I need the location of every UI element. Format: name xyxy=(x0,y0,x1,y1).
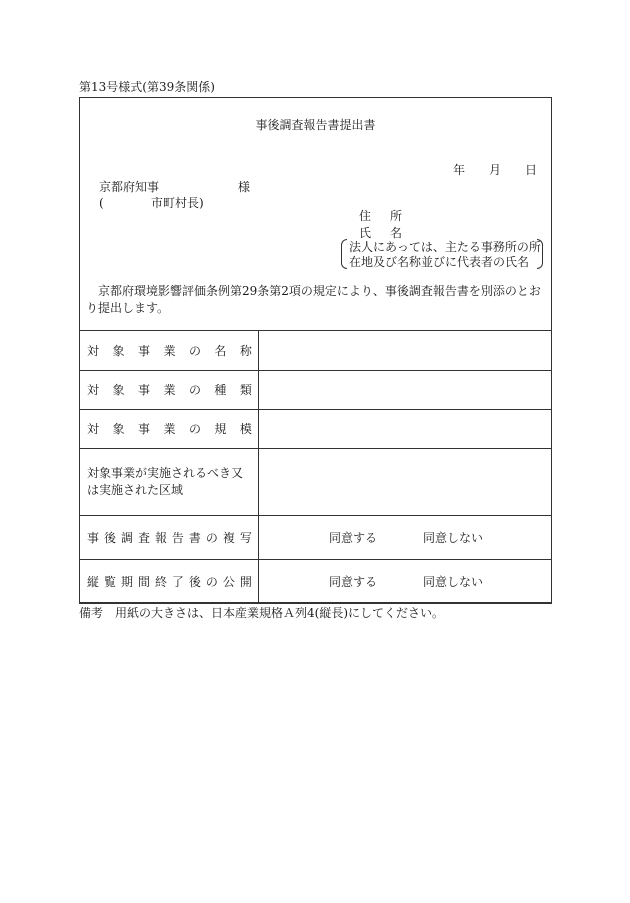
date-year-label: 年 xyxy=(453,163,466,177)
project-name-field[interactable] xyxy=(259,331,552,371)
copy-agree-option[interactable]: 同意する xyxy=(329,530,378,545)
name-label-second: 名 xyxy=(390,226,403,240)
form-frame xyxy=(79,97,552,603)
note-bracket-left xyxy=(341,239,347,269)
row-label: 対 象 事 業 の 種 類 xyxy=(80,371,259,410)
row-label: 事 後 調 査 報 告 書 の 複 写 xyxy=(80,516,259,560)
project-type-field[interactable] xyxy=(259,371,552,410)
date-day-label: 日 xyxy=(525,163,538,177)
row-label: 対 象 事 業 の 規 模 xyxy=(80,410,259,449)
address-label-first: 住 xyxy=(359,209,372,223)
date-month-label: 月 xyxy=(489,163,502,177)
addressee-name: 京都府知事 xyxy=(99,180,160,194)
document-title: 事後調査報告書提出書 xyxy=(255,118,376,132)
publication-consent-field xyxy=(259,560,552,604)
form-number-label: 第13号様式(第39条関係) xyxy=(79,80,215,94)
table-row xyxy=(80,449,552,516)
addressee-alt: 市町村長) xyxy=(151,196,204,210)
table-row xyxy=(80,560,552,604)
publication-agree-option[interactable]: 同意する xyxy=(329,574,378,589)
project-scale-field[interactable] xyxy=(259,410,552,449)
address-label-second: 所 xyxy=(390,209,403,223)
copy-disagree-option[interactable]: 同意しない xyxy=(423,530,484,545)
note-line-2: 在地及び名称並びに代表者の氏名 xyxy=(349,255,530,269)
remarks-note: 備考 用紙の大きさは、日本産業規格Ａ列4(縦長)にしてください。 xyxy=(79,606,445,620)
note-line-1: 法人にあっては、主たる事務所の所 xyxy=(349,240,541,254)
publication-disagree-option[interactable]: 同意しない xyxy=(423,574,484,589)
row-label: 対象事業が実施されるべき又は実施された区域 xyxy=(80,449,259,516)
row-label: 縦 覧 期 間 終 了 後 の 公 開 xyxy=(80,560,259,604)
corporate-note xyxy=(341,239,543,269)
table-row xyxy=(80,331,552,371)
table-row xyxy=(80,371,552,410)
submission-statement: 京都府環境影響評価条例第29条第2項の規定により、事後調査報告書を別添のとおり提出します。 xyxy=(86,284,541,315)
row-label: 対 象 事 業 の 名 称 xyxy=(80,331,259,371)
table-row xyxy=(80,516,552,560)
copy-consent-field xyxy=(259,516,552,560)
project-area-field[interactable] xyxy=(259,449,552,516)
table-row xyxy=(80,410,552,449)
name-label-first: 氏 xyxy=(359,226,372,240)
addressee-honorific: 様 xyxy=(238,180,251,194)
addressee-alt-paren: ( xyxy=(99,196,104,210)
items-table xyxy=(79,330,552,604)
